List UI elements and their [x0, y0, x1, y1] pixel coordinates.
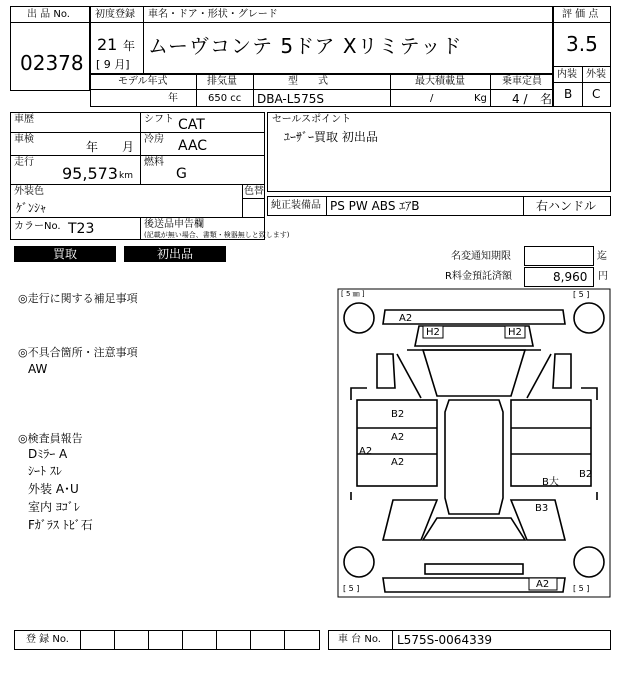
- inspector-line: 外装 A･U: [28, 482, 79, 496]
- sales-point-label: セールスポイント: [272, 114, 352, 125]
- car-diagram-svg: [337, 288, 611, 598]
- displacement-value: 650 cc: [208, 93, 242, 104]
- displacement-label: 排気量: [207, 76, 237, 87]
- notice-value-box: [524, 246, 594, 266]
- recycle-label: R料金預託済額: [445, 271, 512, 282]
- ac-label: 冷房: [144, 134, 164, 145]
- inspector-line: ｼｰﾄ ｽﾚ: [28, 464, 62, 478]
- first-listing-badge: 初出品: [124, 246, 226, 262]
- tire-front-left: [ 5 ㎜ ]: [341, 290, 365, 298]
- registration-month: [ 9 月]: [96, 58, 130, 71]
- chassis-number-label: 車 台 No.: [338, 634, 381, 645]
- score-label: 評 価 点: [562, 9, 599, 20]
- notice-label: 名変通知期限: [451, 251, 511, 262]
- mileage-unit: km: [119, 171, 133, 181]
- equipment-label: 純正装備品: [271, 200, 321, 211]
- mark-right-step: B3: [535, 503, 549, 514]
- max-load-value: /: [430, 93, 434, 104]
- driving-notes-title: ◎走行に関する補足事項: [18, 292, 138, 305]
- vehicle-name: ムーヴコンテ 5ドア Xリミテッド: [148, 34, 463, 58]
- documents-label: 後送品申告欄: [144, 219, 204, 230]
- first-registration-label: 初度登録: [95, 9, 135, 20]
- tire-rear-left: [ 5 ]: [343, 584, 360, 593]
- mark-left-front-door: B2: [391, 409, 405, 420]
- max-load-label: 最大積載量: [415, 76, 465, 87]
- shift-value: CAT: [178, 117, 205, 133]
- capacity-value: 4 /: [512, 92, 528, 106]
- notice-unit: 迄: [597, 251, 607, 262]
- buy-badge: 買取: [14, 246, 116, 262]
- mark-left-door-1: A2: [391, 432, 405, 443]
- tire-front-right: [ 5 ]: [573, 290, 590, 299]
- car-diagram: [337, 288, 611, 598]
- documents-note: (記載が無い場合、書類・検器無しと致します): [144, 231, 290, 239]
- fuel-label: 燃料: [144, 157, 164, 168]
- recycle-unit: 円: [598, 271, 608, 282]
- interior-label: 内装: [557, 69, 577, 80]
- inspection-year-unit: 年: [86, 140, 99, 154]
- ac-value: AAC: [178, 138, 208, 154]
- mark-head-left: H2: [426, 327, 440, 338]
- exterior-grade: C: [592, 87, 601, 101]
- defect-notes-value: AW: [28, 362, 48, 376]
- sales-point-value: ﾕｰｻﾞｰ買取 初出品: [284, 130, 378, 144]
- mileage-label: 走行: [14, 157, 34, 168]
- inspector-line: 室内 ﾖｺﾞﾚ: [28, 500, 80, 514]
- lot-number-label: 出 品 No.: [27, 9, 70, 20]
- color-label: 外装色: [14, 186, 44, 197]
- model-year-label: モデル年式: [118, 76, 168, 87]
- inspection-month-unit: 月: [122, 140, 135, 154]
- vehicle-name-label: 車名・ドア・形状・グレード: [148, 9, 278, 20]
- registration-year: 21: [97, 35, 118, 54]
- mark-rear-bumper: A2: [536, 579, 550, 590]
- recycle-value: 8,960: [553, 270, 588, 284]
- fuel-value: G: [176, 166, 187, 182]
- chassis-number-value: L575S-0064339: [397, 633, 492, 647]
- tire-rear-right: [ 5 ]: [573, 584, 590, 593]
- color-change-label: 色替: [244, 186, 264, 197]
- inspector-line: Dﾐﾗｰ A: [28, 447, 68, 461]
- mark-head-right: H2: [508, 327, 522, 338]
- color-number-value: T23: [68, 221, 95, 237]
- registration-year-unit: 年: [123, 39, 136, 53]
- capacity-unit: 名: [540, 92, 553, 106]
- color-value: ｹﾞﾝｼｬ: [16, 201, 47, 215]
- interior-grade: B: [564, 87, 573, 101]
- registration-number-label: 登 録 No.: [26, 634, 69, 645]
- shift-label: シフト: [144, 114, 174, 125]
- lot-number: 02378: [20, 51, 84, 75]
- equipment-value: PS PW ABS ｴｱB: [330, 199, 420, 213]
- color-number-label: カラーNo.: [14, 221, 61, 232]
- mileage-value: 95,573: [62, 164, 118, 183]
- mark-right-rear: B大: [542, 477, 559, 488]
- type-label: 型 式: [288, 76, 328, 87]
- mark-left-side: A2: [359, 446, 373, 457]
- model-year-unit: 年: [168, 93, 178, 104]
- exterior-label: 外装: [586, 69, 606, 80]
- mark-right-side: B2: [579, 469, 593, 480]
- defect-notes-title: ◎不具合箇所・注意事項: [18, 346, 138, 359]
- history-label: 車歴: [14, 114, 34, 125]
- mark-front-bumper: A2: [399, 313, 413, 324]
- max-load-unit: Kg: [474, 93, 487, 104]
- score-value: 3.5: [566, 32, 598, 56]
- inspector-report-title: ◎検査員報告: [18, 432, 83, 445]
- mark-left-door-2: A2: [391, 457, 405, 468]
- handle-value: 右ハンドル: [536, 199, 597, 213]
- inspector-line: Fｶﾞﾗｽ ﾄﾋﾞ石: [28, 518, 93, 532]
- type-value: DBA-L575S: [257, 92, 324, 106]
- inspection-label: 車検: [14, 134, 34, 145]
- capacity-label: 乗車定員: [502, 76, 542, 87]
